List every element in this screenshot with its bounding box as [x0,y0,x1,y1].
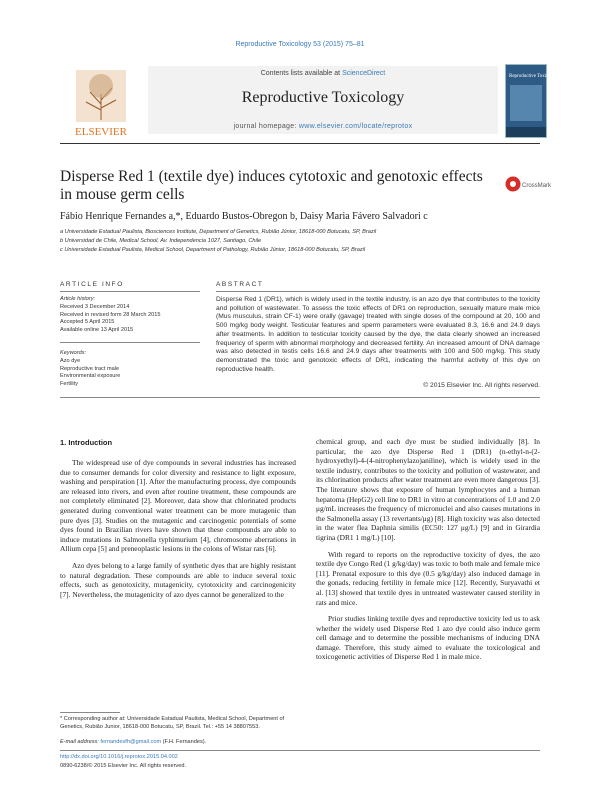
article-history [60,296,200,335]
abstract-bottom-rule [60,397,540,398]
history-accepted: Accepted 5 April 2015 [60,319,115,326]
article-info-rule [60,291,200,292]
email-label: E-mail address: [60,739,101,745]
affiliation-c: c Universidade Estadual Paulista, Medical School, Department of Pathology, Rubião Júnior, 18618-000 Botucatu, SP, Brazil [60,247,366,253]
homepage-prefix: journal homepage: [233,123,299,130]
history-label: Article history: [60,296,96,302]
abstract-text: Disperse Red 1 (DR1), which is widely used in the textile industry, is an azo dye that contributes to the toxicity and pollution of wastewater. To assess the toxic effects of DR1 on reproduction, sexually mature male mice (Mus musculus, strain CF-1) were orally (gavage) treated with single doses of the compound at 20, 100 and 500 mg/kg body weight. Testicular features and sperm parameters were evaluated 8.3, 16.6 and 24.9 days after treatments. In addition to testicular toxicity caused by the dye, the data clearly showed an increased frequency of sperm with abnormal morphology and decreased fertility. An increased amount of DNA damage was also detected in testis cells 16.6 and 24.9 days after treatments with 100 and 500 mg/kg. This study demonstrated the toxic and genotoxic effects of DR1, indicating the harmful activity of this dye on reproductive health. [216,296,540,373]
sciencedirect-link[interactable]: ScienceDirect [342,70,386,77]
author-list: Fábio Henrique Fernandes a,*, Eduardo Bustos-Obregon b, Daisy Maria Fávero Salvadori c [60,211,428,222]
body-paragraph: Prior studies linking textile dyes and reproductive toxicity led us to ask whether the widely used Disperse Red 1 azo dye could also induce germ cell damage and to determine the possible mechanisms of inducing DNA damage. Therefore, this study aimed to evaluate the toxicological and toxicogenetic activities of Disperse Red 1 in male mice. [316,614,540,662]
doi-link[interactable]: http://dx.doi.org/10.1016/j.reprotox.2015.04.002 [60,754,178,760]
keyword-item: Fertility [60,381,79,388]
body-paragraph: Azo dyes belong to a large family of synthetic dyes that are highly resistant to natural degradation. These compounds are able to induce several toxic effects, such as genotoxicity, mutagenicity, cytotoxicity and carcinogenicity [7]. Nevertheless, the mutagenicity of azo dyes cannot be generalized to the [60,560,296,599]
crossmark-badge[interactable] [505,174,553,194]
cover-title: Reproductive Toxicology [509,74,560,79]
journal-homepage [148,123,498,130]
contents-prefix: Contents lists available at [260,70,343,77]
keyword-item: Environmental exposure [60,373,121,380]
journal-citation[interactable]: Reproductive Toxicology 53 (2015) 75–81 [235,41,365,48]
abstract-copyright: © 2015 Elsevier Inc. All rights reserved. [423,382,540,389]
publisher-wordmark: ELSEVIER [75,126,127,138]
affiliation-a: a Universidade Estadual Paulista, Biosciences Institute, Department of Genetics, Rubião Júnior, 18618-000 Botucatu, SP, Brazil [60,229,377,235]
keywords-label: Keywords: [60,350,87,356]
keywords-rule [60,342,200,343]
footer-rule [60,750,540,751]
history-revised: Received in revised form 28 March 2015 [60,311,161,318]
body-column-left [60,458,296,606]
homepage-link[interactable]: www.elsevier.com/locate/reprotox [298,123,413,130]
elsevier-logo [60,64,142,140]
footnote-rule [60,712,120,713]
corresponding-author-note: * Corresponding author at: Universidade Estadual Paulista, Medical School, Department of Genetics, Rubião Junior, 18618-000 Botucatu, SP, Brazil. Tel.: +55 14 38807553. [60,716,285,730]
affiliation-b: b Universidad de Chile, Medical School, Av. Independencia 1027, Santiago, Chile [60,238,262,244]
journal-cover-image [505,64,560,138]
body-paragraph: The widespread use of dye compounds in several industries has increased due to consumer demands for color diversity and resistance to light exposure, washing and perspiration [1]. After the manufacturing process, dye compounds are released into rivers, and even after routine treatment, these compounds are not completely eliminated [2]. Moreover, data show that chlorinated products generated during conventional water treatment can be more mutagenic than pure dyes [3]. Studies on the mutagenic and carcinogenic potentials of some dyes found in Brazilian rivers have shown that these compounds are able to induce mutations in Salmonella typhimurium [4], chromosome aberrations in Allium cepa [5] and preneoplastic lesions in the colons of Wistar rats [6]. [60,458,296,554]
section-heading-introduction: 1. Introduction [60,438,113,447]
header-rule [60,143,540,144]
email-link[interactable]: fernandesfh@gmail.com [100,739,162,745]
abstract-heading: ABSTRACT [216,281,264,288]
history-received: Received 3 December 2014 [60,303,130,310]
body-paragraph: With regard to reports on the reproductive toxicity of dyes, the azo textile dye Congo Red (1 g/kg/day) was toxic to both male and female mice [11]. Prenatal exposure to this dye (0.5 g/kg/day) also induced damage in the gonads, reducing fertility in female mice [12]. Recently, Suryavathi et al. [13] showed that textile dyes in untreated wastewater caused sterility in rats and mice. [316,549,540,607]
crossmark-label: CrossMark [522,183,552,189]
article-info-heading: ARTICLE INFO [60,281,124,288]
history-online: Available online 13 April 2015 [60,327,134,334]
contents-line [148,70,498,77]
journal-title: Reproductive Toxicology [241,89,405,106]
issn-line: 0890-6238/© 2015 Elsevier Inc. All rights reserved. [60,763,187,769]
email-suffix: (F.H. Fernandes). [161,739,207,745]
abstract-rule [216,291,540,292]
email-note [60,739,296,747]
keyword-item: Azo dye [60,357,81,364]
body-column-right [316,437,540,669]
keyword-item: Reproductive tract male [60,365,120,372]
article-title: Disperse Red 1 (textile dye) induces cytotoxic and genotoxic effects in mouse germ cells [60,168,483,203]
body-paragraph: chemical group, and each dye must be studied individually [8]. In particular, the azo dye Disperse Red 1 (DR1) (n-ethyl-n-(2-hydroxyethyl)-4-(4-nitrophenylazo)aniline), which is widely used in the textile industry, contributes to the toxicity and pollution of wastewater, and its chlorination products after water treatment are even more dangerous [3]. The literature shows that exposure of human lymphocytes and a human hepatoma (HepG2) cell line to DR1 in vitro at concentrations of 1.0 and 2.0 μg/mL increases the frequency of micronuclei and also causes mutations in the Salmonella assay (13 revertants/μg) [8]. High toxicity was also detected in the water flea Daphnia similis (EC50: 127 μg/L) [9] and in Girardia tigrina (DR1 1 mg/L) [10]. [316,437,540,542]
keywords-block [60,350,200,389]
